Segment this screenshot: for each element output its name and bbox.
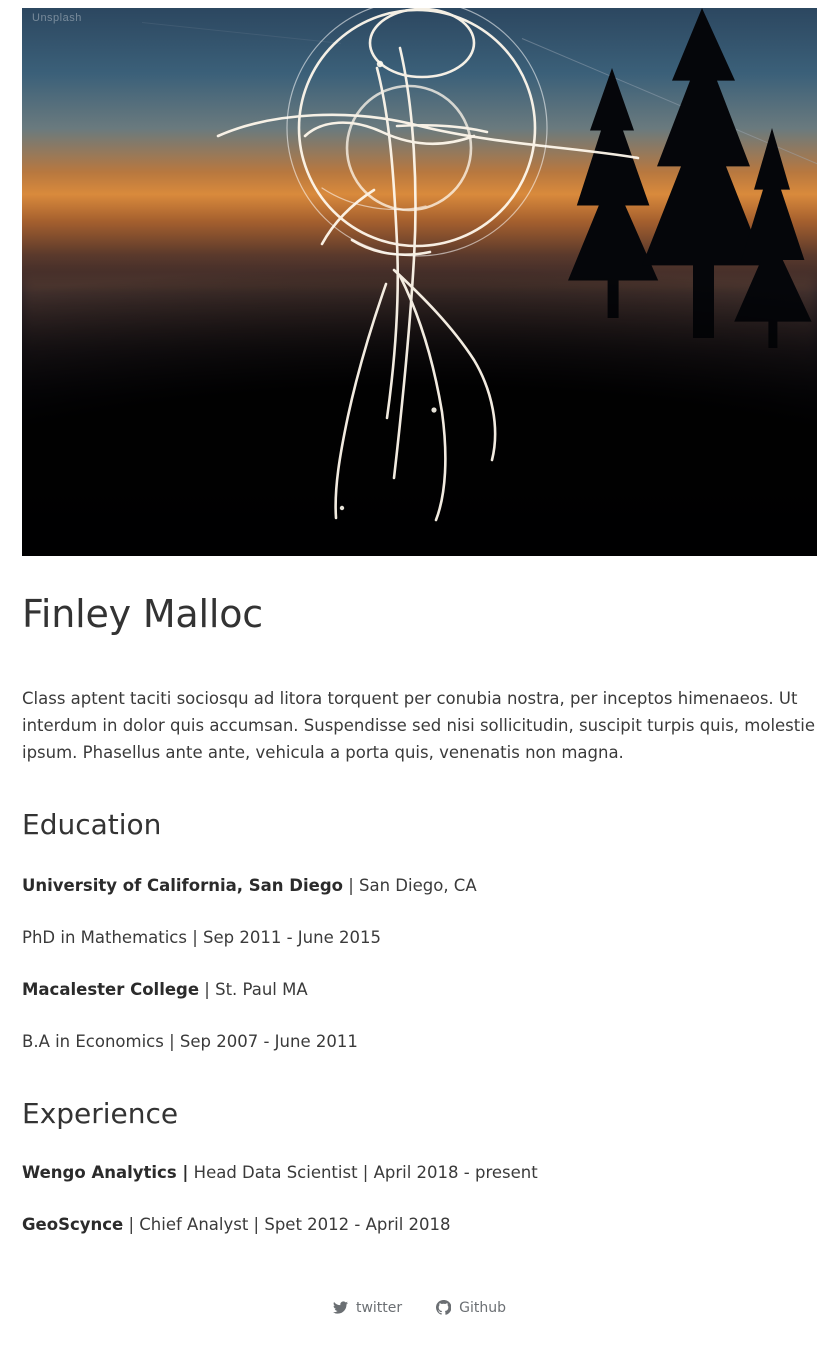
- education-institution-location: | St. Paul MA: [199, 979, 308, 999]
- hero-watermark: Unsplash: [32, 12, 82, 24]
- education-institution-name: Macalester College: [22, 979, 200, 999]
- page-title: Finley Malloc: [22, 592, 263, 636]
- education-entry-detail: B.A in Economics | Sep 2007 - June 2011: [22, 1031, 358, 1051]
- social-link-label: twitter: [355, 1299, 403, 1316]
- footer-social-links: [22, 1300, 817, 1346]
- twitter-icon: [333, 1301, 348, 1314]
- education-institution-name: University of California, San Diego: [22, 875, 343, 895]
- experience-company-name: GeoScynce: [22, 1214, 124, 1234]
- education-list: [22, 873, 817, 1055]
- education-entry-institution: [22, 977, 817, 1003]
- experience-entry-detail: Head Data Scientist | April 2018 - present: [188, 1162, 538, 1182]
- section-heading-education: Education: [22, 807, 162, 841]
- section-heading-experience: Experience: [22, 1096, 179, 1130]
- education-entry-institution: [22, 873, 817, 899]
- github-icon: [436, 1300, 451, 1315]
- profile-bio: Class aptent taciti sociosqu ad litora torquent per conubia nostra, per inceptos himenaeos. Ut interdum in dolor quis accumsan. Suspendisse sed nisi sollicitudin, suscipit turpis quis, molestie ipsum. Phasellus ante ante, vehicula a porta quis, venenatis non magna.: [22, 688, 815, 762]
- education-entry-detail: PhD in Mathematics | Sep 2011 - June 2015: [22, 927, 381, 947]
- experience-entry-detail: | Chief Analyst | Spet 2012 - April 2018: [123, 1214, 451, 1234]
- hero-image: [22, 8, 817, 556]
- experience-entry: [22, 1160, 817, 1186]
- light-painting-figure-icon: [22, 8, 817, 556]
- experience-list: [22, 1160, 817, 1238]
- social-link-github[interactable]: [436, 1300, 506, 1316]
- experience-company-name: Wengo Analytics |: [22, 1162, 189, 1182]
- experience-entry: [22, 1212, 817, 1238]
- resume-page: [0, 8, 839, 1346]
- social-link-twitter[interactable]: [333, 1300, 402, 1316]
- education-institution-location: | San Diego, CA: [342, 875, 477, 895]
- resume-content: [0, 594, 839, 1346]
- social-link-label: Github: [459, 1299, 507, 1316]
